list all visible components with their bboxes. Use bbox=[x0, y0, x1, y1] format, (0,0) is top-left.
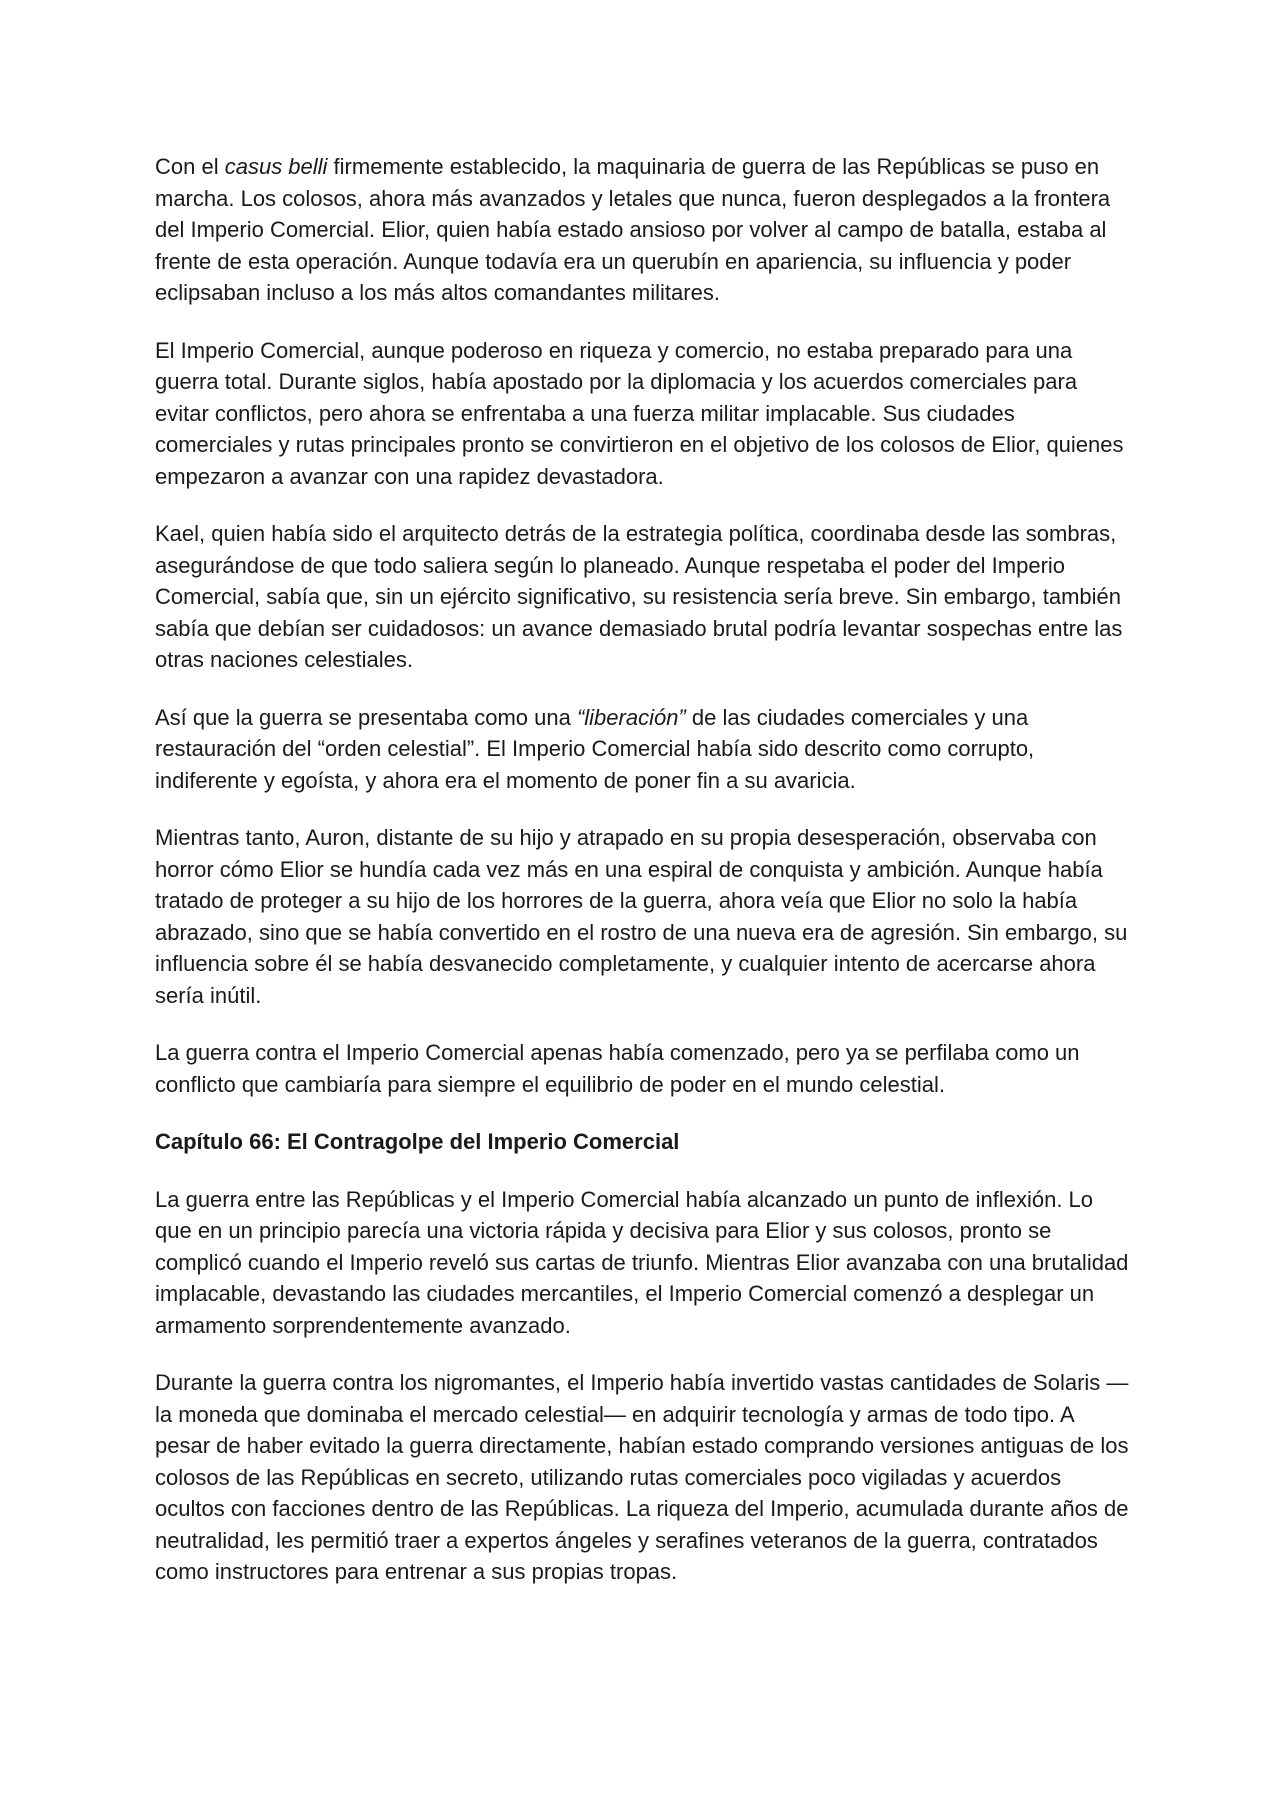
paragraph-1-italic: casus belli bbox=[224, 154, 328, 179]
paragraph-6-text: La guerra contra el Imperio Comercial apenas había comenzado, pero ya se perfilaba como un conflicto que cambiaría para siempre el equilibrio de poder en el mundo celestial. bbox=[155, 1040, 1080, 1097]
paragraph-6 bbox=[155, 1037, 1130, 1100]
chapter-paragraph-2-text: Durante la guerra contra los nigromantes, el Imperio había invertido vastas cantidades de Solaris —la moneda que dominaba el mercado celestial— en adquirir tecnología y armas de todo tipo. A pesar de haber evitado la guerra directamente, habían estado comprando versiones antiguas de los colosos de las Repúblicas en secreto, utilizando rutas comerciales poco vigiladas y acuerdos ocultos con facciones dentro de las Repúblicas. La riqueza del Imperio, acumulada durante años de neutralidad, les permitió traer a expertos ángeles y serafines veteranos de la guerra, contratados como instructores para entrenar a sus propias tropas. bbox=[155, 1370, 1129, 1584]
chapter-paragraph-2 bbox=[155, 1367, 1130, 1588]
paragraph-4-italic: “liberación” bbox=[576, 704, 686, 730]
paragraph-1 bbox=[155, 151, 1130, 309]
paragraph-3-text: Kael, quien había sido el arquitecto detrás de la estrategia política, coordinaba desde las sombras, asegurándose de que todo saliera según lo planeado. Aunque respetaba el poder del Imperio Comercial, sabía que, sin un ejército significativo, su resistencia sería breve. Sin embargo, también sabía que debían ser cuidadosos: un avance demasiado brutal podría levantar sospechas entre las otras naciones celestiales. bbox=[155, 521, 1123, 672]
paragraph-4-text-b: de las ciudades comerciales y una restauración del “orden celestial”. El Imperio Comercial había sido descrito como corrupto, indiferente y egoísta, y ahora era el momento de poner fin a su avaricia. bbox=[155, 704, 1035, 793]
chapter-heading: Capítulo 66: El Contragolpe del Imperio Comercial bbox=[155, 1129, 680, 1154]
paragraph-2 bbox=[155, 335, 1130, 493]
paragraph-4 bbox=[155, 702, 1130, 797]
chapter-paragraph-1 bbox=[155, 1184, 1130, 1342]
paragraph-5 bbox=[155, 822, 1130, 1011]
paragraph-4-text-a: Así que la guerra se presentaba como una bbox=[155, 704, 577, 730]
paragraph-2-text: El Imperio Comercial, aunque poderoso en riqueza y comercio, no estaba preparado para una guerra total. Durante siglos, había apostado por la diplomacia y los acuerdos comerciales para evitar conflictos, pero ahora se enfrentaba a una fuerza militar implacable. Sus ciudades comerciales y rutas principales pronto se convirtieron en el objetivo de los colosos de Elior, quienes empezaron a avanzar con una rapidez devastadora. bbox=[155, 337, 1124, 489]
chapter-paragraph-1-text: La guerra entre las Repúblicas y el Imperio Comercial había alcanzado un punto de inflexión. Lo que en un principio parecía una victoria rápida y decisiva para Elior y sus colosos, pronto se complicó cuando el Imperio reveló sus cartas de triunfo. Mientras Elior avanzaba con una brutalidad implacable, devastando las ciudades mercantiles, el Imperio Comercial comenzó a desplegar un armamento sorprendentemente avanzado. bbox=[155, 1186, 1129, 1338]
paragraph-3 bbox=[155, 518, 1130, 676]
paragraph-5-text: Mientras tanto, Auron, distante de su hijo y atrapado en su propia desesperación, observaba con horror cómo Elior se hundía cada vez más en una espiral de conquista y ambición. Aunque había tratado de proteger a su hijo de los horrores de la guerra, ahora veía que Elior no solo la había abrazado, sino que se había convertido en el rostro de una nueva era de agresión. Sin embargo, su influencia sobre él se había desvanecido completamente, y cualquier intento de acercarse ahora sería inútil. bbox=[155, 825, 1128, 1008]
paragraph-1-text-a: Con el bbox=[155, 154, 225, 179]
paragraph-1-text-b: firmemente establecido, la maquinaria de guerra de las Repúblicas se puso en marcha. Los colosos, ahora más avanzados y letales que nunca, fueron desplegados a la frontera del Imperio Comercial. Elior, quien había estado ansioso por volver al campo de batalla, estaba al frente de esta operación. Aunque todavía era un querubín en apariencia, su influencia y poder eclipsaban incluso a los más altos comandantes militares. bbox=[155, 154, 1111, 305]
